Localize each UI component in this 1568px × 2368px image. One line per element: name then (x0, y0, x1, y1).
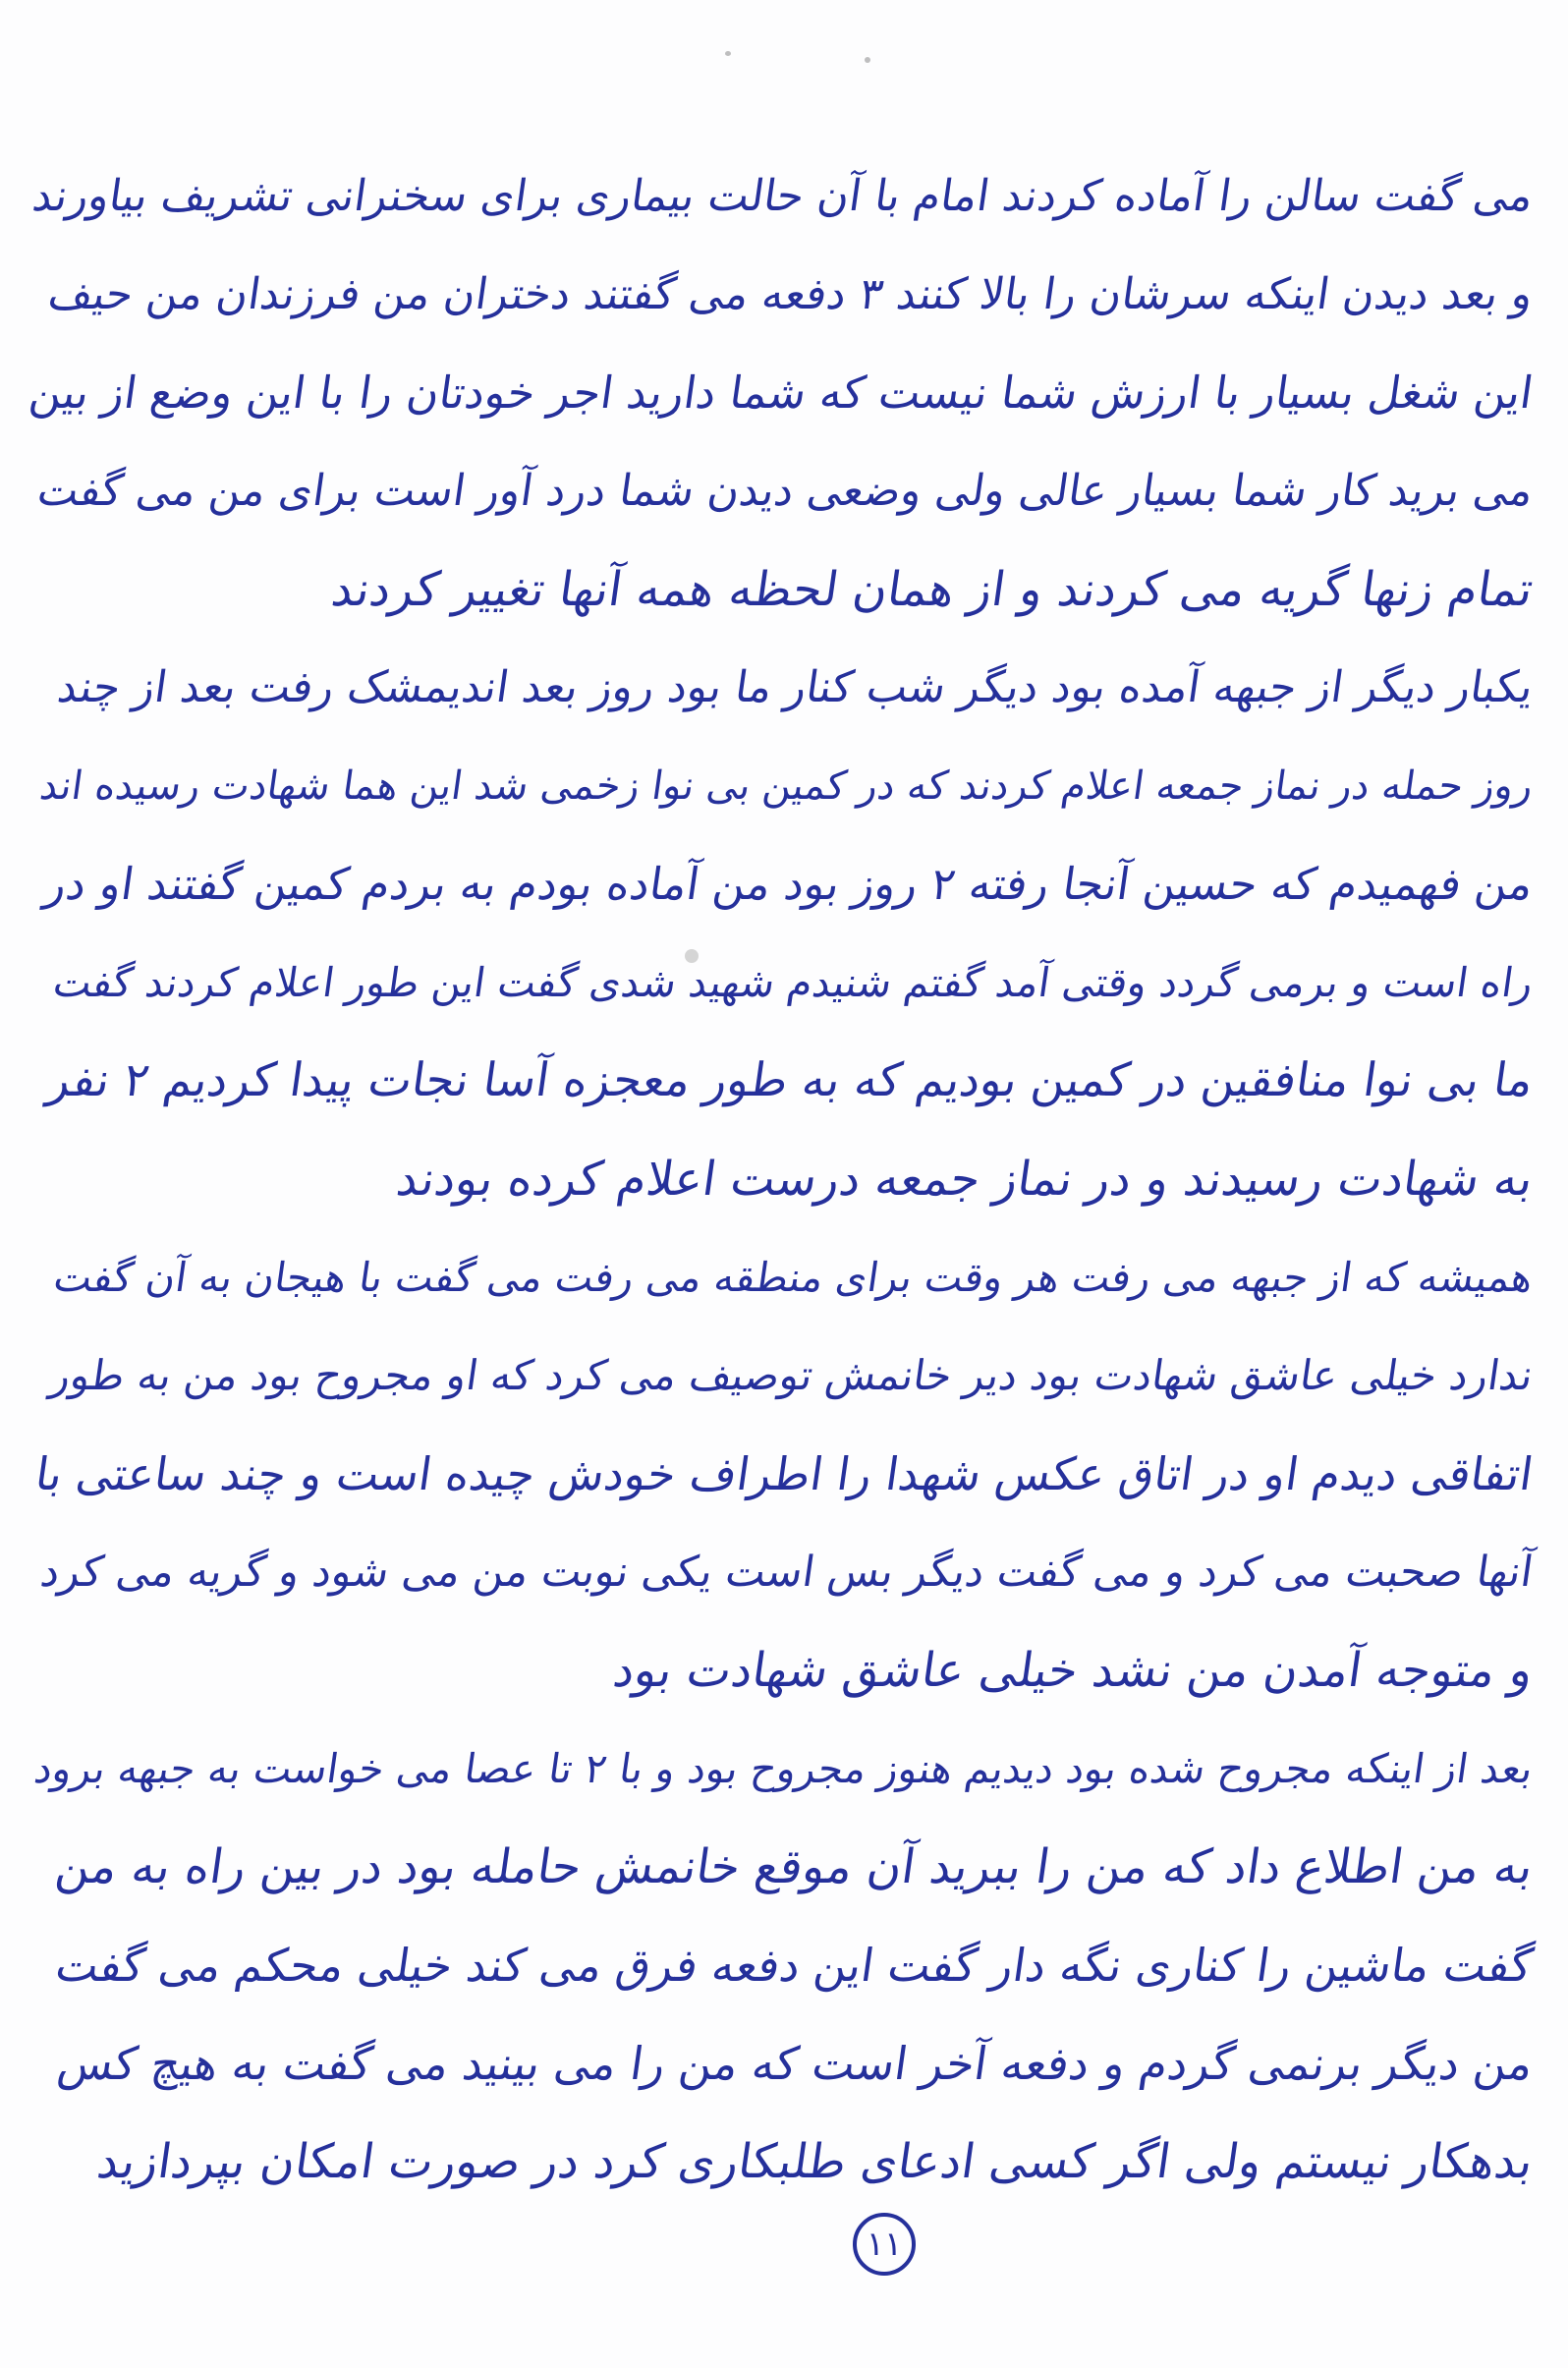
text-line: راه است و برمی گردد وقتی آمد گفتم شنیدم شهید شدی گفت این طور اعلام کردند گفت (50, 959, 1537, 1006)
text-line: به شهادت رسیدند و در نماز جمعه درست اعلام کرده بودند (393, 1152, 1537, 1207)
text-line: ما بی نوا منافقین در کمین بودیم که به طور معجزه آسا نجات پیدا کردیم ۲ نفر (43, 1053, 1537, 1107)
ink-speck (725, 51, 731, 56)
text-line: این شغل بسیار با ارزش شما نیست که شما دارید اجر خودتان را با این وضع از بین (26, 366, 1537, 419)
text-line: ندارد خیلی عاشق شهادت بود دیر خانمش توصیف می کرد که او مجروح بود من به طور (47, 1351, 1537, 1399)
text-line: بدهکار نیستم ولی اگر کسی ادعای طلبکاری کرد در صورت امکان بپردازید (93, 2134, 1537, 2189)
page-number: ۱۱ (853, 2213, 916, 2276)
text-line: می برید کار شما بسیار عالی ولی وضعی دیدن شما درد آور است برای من می گفت (33, 466, 1537, 516)
text-line: همیشه که از جبهه می رفت هر وقت برای منطقه می رفت می گفت با هیجان به آن گفت (50, 1254, 1537, 1301)
text-line: من دیگر برنمی گردم و دفعه آخر است که من را می بینید می گفت به هیچ کس (54, 2037, 1537, 2090)
text-line: آنها صحبت می کرد و می گفت دیگر بس است یکی نوبت من می شود و گریه می کرد (37, 1548, 1537, 1597)
text-line: من فهمیدم که حسین آنجا رفته ۲ روز بود من آماده بودم به بردم کمین گفتند او در (41, 858, 1537, 910)
text-line: اتفاقی دیدم او در اتاق عکس شهدا را اطراف خودش چیده است و چند ساعتی با (31, 1447, 1537, 1500)
text-line: بعد از اینکه مجروح شده بود دیدیم هنوز مجروح بود و با ۲ تا عصا می خواست به جبهه برود (30, 1745, 1537, 1792)
text-line: گفت ماشین را کناری نگه دار گفت این دفعه فرق می کند خیلی محکم می گفت (52, 1939, 1537, 1992)
text-line: به من اطلاع داد که من را ببرید آن موقع خانمش حامله بود در بین راه به من (51, 1839, 1537, 1894)
text-line: تمام زنها گریه می کردند و از همان لحظه همه آنها تغییر کردند (327, 562, 1537, 617)
text-line: روز حمله در نماز جمعه اعلام کردند که در کمین بی نوا زخمی شد این هما شهادت رسیده اند (36, 763, 1537, 809)
text-line: و بعد دیدن اینکه سرشان را بالا کنند ۳ دفعه می گفتند دختران من فرزندان من حیف (44, 269, 1537, 319)
text-line: و متوجه آمدن من نشد خیلی عاشق شهادت بود (609, 1643, 1537, 1698)
ink-speck (865, 57, 870, 63)
text-line: یکبار دیگر از جبهه آمده بود دیگر شب کنار ما بود روز بعد اندیمشک رفت بعد از چند (54, 662, 1537, 712)
handwritten-text (26, 147, 1537, 2211)
text-line: می گفت سالن را آماده کردند امام با آن حالت بیماری برای سخنرانی تشریف بیاورند (28, 171, 1537, 221)
